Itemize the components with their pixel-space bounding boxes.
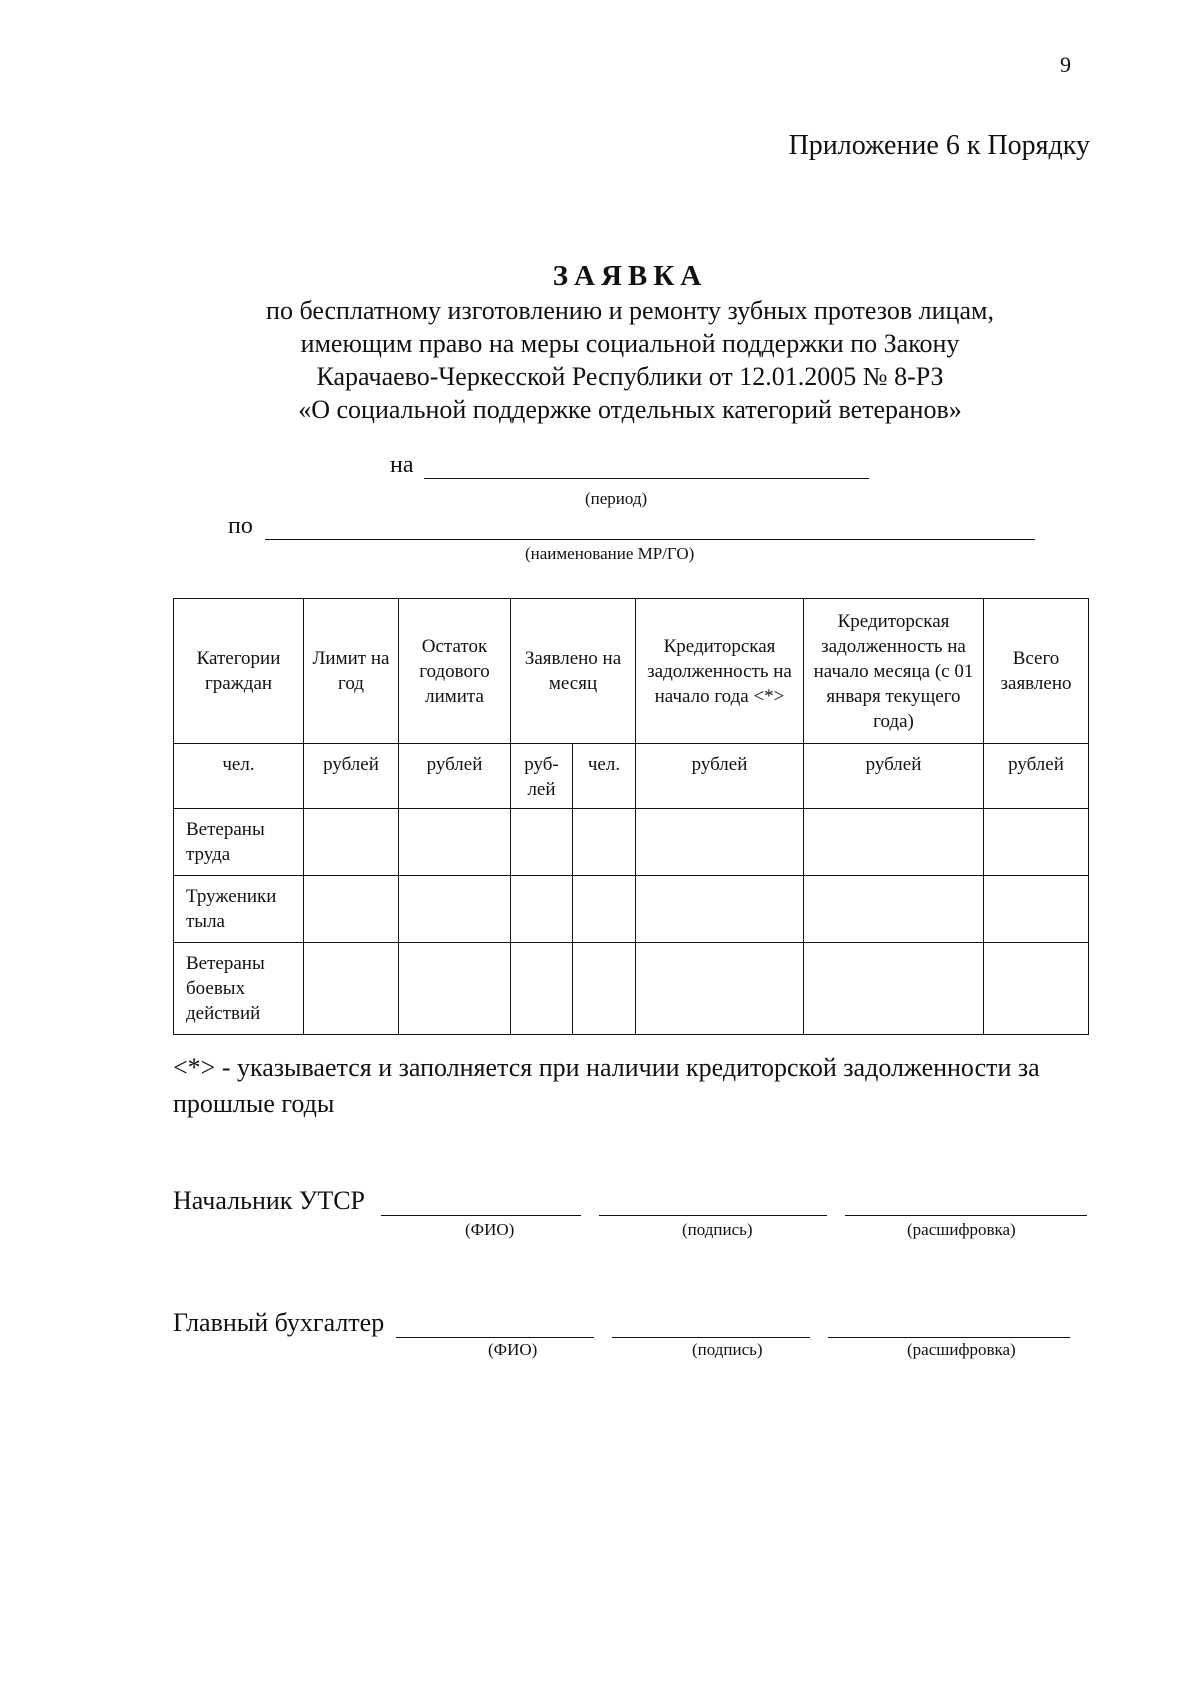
data-cell[interactable] <box>804 809 984 876</box>
row-category: Ветераны труда <box>174 809 304 876</box>
title-block <box>180 258 1080 426</box>
unit-cell: рублей <box>636 744 804 809</box>
org-caption: (наименование МР/ГО) <box>525 544 695 563</box>
unit-cell: рублей <box>804 744 984 809</box>
decoding-field[interactable] <box>828 1313 1070 1338</box>
data-cell[interactable] <box>573 876 636 943</box>
subtitle-line: по бесплатному изготовлению и ремонту зубных протезов лицам, <box>266 296 994 325</box>
signature-caption: (подпись) <box>692 1340 763 1359</box>
header-debt-year: Кредиторская задолженность на начало года <*> <box>636 599 804 744</box>
unit-cell: чел. <box>174 744 304 809</box>
document-title: ЗАЯВКА <box>552 260 708 292</box>
signature-row-head <box>173 1186 1087 1216</box>
unit-cell: рублей <box>304 744 399 809</box>
table-row <box>174 943 1089 1035</box>
period-prefix: на <box>390 452 414 478</box>
org-row <box>228 513 1035 540</box>
signature-row-accountant <box>173 1308 1070 1338</box>
data-cell[interactable] <box>399 809 511 876</box>
table-row <box>174 809 1089 876</box>
data-cell[interactable] <box>399 943 511 1035</box>
data-cell[interactable] <box>511 809 573 876</box>
units-row <box>174 744 1089 809</box>
row-category: Труженики тыла <box>174 876 304 943</box>
signature-caption: (подпись) <box>682 1220 753 1239</box>
unit-cell: чел. <box>573 744 636 809</box>
signature-field[interactable] <box>599 1191 827 1216</box>
table-row <box>174 876 1089 943</box>
data-cell[interactable] <box>984 876 1089 943</box>
header-requested: Заявлено на месяц <box>511 599 636 744</box>
fio-caption: (ФИО) <box>488 1340 538 1359</box>
data-cell[interactable] <box>304 809 399 876</box>
period-caption: (период) <box>585 489 648 508</box>
data-cell[interactable] <box>304 943 399 1035</box>
data-cell[interactable] <box>573 943 636 1035</box>
data-cell[interactable] <box>636 876 804 943</box>
fio-field[interactable] <box>396 1313 594 1338</box>
unit-cell: рублей <box>984 744 1089 809</box>
org-field[interactable] <box>265 513 1035 540</box>
data-cell[interactable] <box>984 943 1089 1035</box>
header-debt-month: Кредиторская задолженность на начало месяца (с 01 января текущего года) <box>804 599 984 744</box>
header-categories: Категории граждан <box>174 599 304 744</box>
subtitle-line: «О социальной поддержке отдельных категорий ветеранов» <box>298 395 962 424</box>
decoding-caption: (расшифровка) <box>907 1340 1016 1359</box>
data-cell[interactable] <box>573 809 636 876</box>
unit-cell: рублей <box>399 744 511 809</box>
appendix-label: Приложение 6 к Порядку <box>788 130 1090 161</box>
header-row <box>174 599 1089 744</box>
data-cell[interactable] <box>636 943 804 1035</box>
data-cell[interactable] <box>636 809 804 876</box>
org-prefix: по <box>228 513 253 539</box>
request-table <box>173 598 1089 1035</box>
signature-field[interactable] <box>612 1313 810 1338</box>
subtitle-line: Карачаево-Черкесской Республики от 12.01.2005 № 8-РЗ <box>316 362 944 391</box>
data-cell[interactable] <box>511 876 573 943</box>
data-cell[interactable] <box>511 943 573 1035</box>
period-field[interactable] <box>424 452 869 479</box>
footnote: <*> - указывается и заполняется при наличии кредиторской задолженности за прошлые годы <box>173 1053 1040 1118</box>
data-cell[interactable] <box>804 943 984 1035</box>
header-limit: Лимит на год <box>304 599 399 744</box>
period-row <box>390 452 869 479</box>
signature-role: Начальник УТСР <box>173 1186 366 1215</box>
data-cell[interactable] <box>304 876 399 943</box>
signature-role: Главный бухгалтер <box>173 1308 385 1337</box>
data-cell[interactable] <box>984 809 1089 876</box>
decoding-field[interactable] <box>845 1191 1087 1216</box>
header-total: Всего заявлено <box>984 599 1089 744</box>
fio-field[interactable] <box>381 1191 581 1216</box>
fio-caption: (ФИО) <box>465 1220 515 1239</box>
unit-cell: руб- лей <box>511 744 573 809</box>
data-cell[interactable] <box>804 876 984 943</box>
decoding-caption: (расшифровка) <box>907 1220 1016 1239</box>
subtitle-line: имеющим право на меры социальной поддержки по Закону <box>300 329 960 358</box>
data-cell[interactable] <box>399 876 511 943</box>
row-category: Ветераны боевых действий <box>174 943 304 1035</box>
page-number: 9 <box>1060 52 1071 77</box>
header-remainder: Остаток годового лимита <box>399 599 511 744</box>
